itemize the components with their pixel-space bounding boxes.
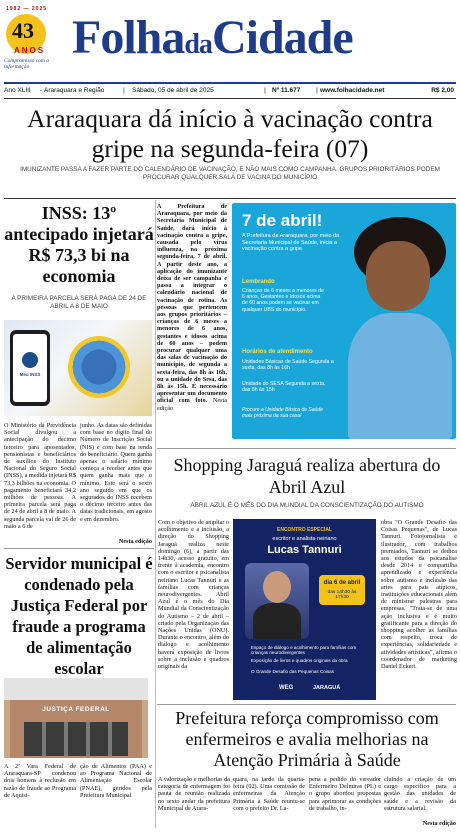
servidor-body-col1: A 2ª Vara Federal de Araraquara-SP condenou dois homens à reclusão em razão de fraude ao Programa de Aquisi- [4, 763, 76, 799]
poster-date-badge [319, 575, 365, 605]
inss-app-photo [4, 320, 152, 416]
poster-date: dia 6 de abril [323, 580, 361, 586]
poster-brand1: WEG [279, 685, 294, 691]
prefeitura-body-col2: quara, na tarde da quarta-feira (02). Uma comissão de enfermeiras da Atenção Primária à Saúde reuniu-se com o prefeito Dr. La- [233, 776, 305, 812]
lead-body [157, 203, 227, 412]
poster-name: Lucas Tannuri [267, 544, 342, 556]
anniversary-years: 1982 — 2025 [6, 6, 48, 12]
edition-date: Sábado, 05 de abril de 2025 [132, 86, 214, 94]
shopping-body-col3: obra "O Grande Desafio das Coisas Pequenas", de Lucas Tannuri. Fotojornalista e ilustrador, com trabalhos premiados, Tannuri se dedica aos estudos da psicanálise desde 2014 e compartilha aprendizado e experiência sobre autismo e inclusão das artes para pais atípicos, instituições educacionais além de ministrar palestras para empresas. "Trata-se de uma ação inclusiva e é muito gratificante para a direção do shopping acolher as famílias com respeito, troca de experiências, solidariedade e atividades artísticas", afirma o coordenador de marketing Daniel Eckert. [381, 519, 457, 671]
author-photo [245, 563, 309, 639]
poster-item2: Exposição de livros e quadros originais da obra [251, 658, 348, 663]
poster-date: 7 de abril! [242, 211, 323, 230]
lead-credit[interactable]: Nesta edição [157, 397, 227, 412]
prefeitura-body-col4: cluindo a criação de um cargo específico para a gestão das unidades de saúde e a revisão da estrutura salarial. [384, 776, 456, 812]
justice-sign: JUSTIÇA FEDERAL [42, 706, 110, 713]
newspaper-name-c: Cidade [211, 11, 353, 64]
lead-headline[interactable]: Araraquara dá início à vacinação contra gripe na segunda-feira (07) [27, 104, 433, 163]
newspaper-name-a: Folha [72, 11, 185, 64]
inss-subheadline: A PRIMEIRA PARCELA SERÁ PAGA DE 24 DE ABRIL A 8 DE MAIO [11, 295, 147, 310]
prefeitura-body-col3: pena a pedido do vereador Enfermeiro Delmiras (PL) e o grupo abordou propostas para aprimorar as condições de trabalho, in- [309, 776, 381, 812]
edition-region: Araraquara e Região [44, 86, 105, 94]
vaccination-poster [232, 203, 456, 439]
shopping-body-col1: Com o objetivo de ampliar o acolhimento e a inclusão, a direção do Shopping Jaraguá realiza neste domingo (6), a partir das 14h30, acesso gratuito, em frente à academia, encontro com o escritor e psicanalista neiriano Lucas Tannuri e as famílias com crianças neurodivergentes. Abril Azul é o mês do Dia Mundial da Conscientização do Autismo – 2 de abril – criado pela Organização das Nações Unidas (ONU). Durante o encontro, além do diálogo e acolhimento haverá exposição de livros sobre a inclusão e quadros originais da [158, 519, 229, 671]
justice-building-photo [4, 678, 148, 758]
poster-intro: A Prefeitura de Araraquara, por meio da Secretaria Municipal de Saúde, inicia a vacinação contra a gripe. [242, 233, 340, 253]
anniversary-number: 43 [12, 18, 34, 43]
shopping-subheadline: ABRIL AZUL É O MÊS DO DIA MUNDIAL DA CONSCIENTIZAÇÃO DO AUTISMO [190, 502, 424, 509]
lead-deck: IMUNIZANTE PASSA A FAZER PARTE DO CALENDÁRIO DE VACINAÇÃO, E NÃO MAIS COMO CAMPANHA. GRUPOS PRIORITÁRIOS PODEM PROCURAR QUALQUER SALA DE VACINA DO MUNICÍPIO [20, 166, 440, 181]
poster-hours-text: Unidades Básicas de Saúde Segunda a sexta, das 8h às 16h [242, 359, 334, 372]
website-link[interactable]: www.folhacidade.net [320, 86, 385, 94]
poster-item3: O Grande Desafio das Pequenas Coisas [251, 669, 334, 674]
poster-remember-title: Lembrando [242, 279, 275, 285]
anniversary-logo [4, 6, 70, 76]
shopping-headline[interactable]: Shopping Jaraguá realiza abertura do Abril Azul [173, 455, 441, 497]
poster-hours-title: Horários de atendimento [242, 349, 313, 355]
poster-note: Procure a Unidade Básica de Saúde mais próxima da sua casa! [242, 407, 323, 419]
edition-number: Ano XLIII [4, 86, 31, 94]
app-label: Meu INSS [19, 372, 41, 377]
poster-sesa-text: Unidade do SESA Segunda a sexta, das 8h às 15h [242, 381, 326, 394]
lead-body-text: A Prefeitura de Araraquara, por meio da Secretaria Municipal de Saúde, dará início à vacinação contra a gripe, causada pelo vírus influenza, na próxima segunda-feira, 7 de abril. A partir deste ano, a aplicação do imunizante deixa de ser campanha e passa a integrar o calendário nacional de vacinação de rotina. As pessoas que pertencem aos grupos prioritários – crianças de 6 meses a menores de 6 anos, gestantes e idosos acima de 60 anos – podem procurar qualquer uma das salas de vacinação do município, de segunda a sexta-feira, das 8h às 16h, ou a unidade do Sesa, das 8h às 15h. É necessário apresentar um documento oficial com foto. [157, 203, 227, 405]
poster-event: ENCONTRO ESPECIAL [276, 527, 332, 533]
poster-item1: Espaço de diálogo e acolhimento para famílias com crianças neurodivergentes [251, 645, 357, 656]
edition-info-bar: Ano XLIII - Araraquara e Região | Sábado, 05 de abril de 2025 | Nº 11.677 | www.folhacidade.net R$ 2,00 [4, 86, 454, 94]
prefeitura-credit[interactable]: Nesta edição [422, 820, 456, 827]
inss-body-col1: O Ministério da Previdência Social divulgou a antecipação do décimo terceiro para aposentados, pensionistas e beneficiários de auxílios do Instituto Nacional do Seguro Social (INSS), a medida injetará R$ 73,3 bilhões na economia. O pagamento beneficiará 34,2 milhões de pessoas. A primeira parcela será paga de 24 de abril a 8 de maio. A segunda parcela vai de 26 de maio a 6 de [4, 422, 76, 530]
edition-issue-number: Nº 11.677 [272, 86, 301, 94]
child-photo [342, 217, 456, 439]
poster-time: das 14h30 às 17h30 [327, 590, 357, 600]
poster-brand2: JARAGUÁ [313, 685, 341, 691]
inss-credit[interactable]: Nesta edição [118, 538, 152, 545]
poster-role: escritor e analista neiriano [272, 536, 337, 542]
event-poster [233, 519, 376, 700]
servidor-body-col2: ção de Alimentos (PAA) e ao Programa Nacional de Alimentação Escolar (PNAE), geridos pela Prefeitura Municipal [80, 763, 152, 799]
edition-price: R$ 2,00 [431, 86, 454, 94]
prefeitura-body-col1: A valorização e melhorias da categoria de enfermagem foi pauta de reunião realizada no sexto andar da prefeitura Municipal de Arara- [158, 776, 230, 812]
anniversary-slogan: Compromisso com a informação [4, 58, 50, 70]
prefeitura-headline[interactable]: Prefeitura reforça compromisso com enfermeiros e avalia melhorias na Atenção Primária à Saúde [175, 708, 439, 770]
newspaper-name-b: da [184, 29, 212, 60]
servidor-headline[interactable]: Servidor municipal é condenado pela Justiça Federal por fraude a programa de alimentação escolar [5, 554, 153, 678]
inss-headline[interactable]: INSS: 13º antecipado injetará R$ 73,3 bi na economia [4, 203, 154, 286]
inss-body-col2: junho. As datas são definidas com base no dígito final do Número de Inscrição Social (NIS) e com base na renda do beneficiário. Quem ganha apenas o salário mínimo começa a receber antes que quem ganha mais que o mínimo. Este será o sexto ano seguido em que os segurados do INSS recebem o décimo terceiro antes das datas tradicionais, em agosto e em dezembro. [80, 422, 153, 523]
anniversary-word: ANOS [14, 46, 46, 55]
newspaper-name[interactable] [72, 8, 458, 75]
poster-remember-text: Crianças de 6 meses a menores de 6 anos, Gestantes e Idosos acima de 60 anos podem se vacinar em qualquer UBS do município. [242, 288, 324, 313]
